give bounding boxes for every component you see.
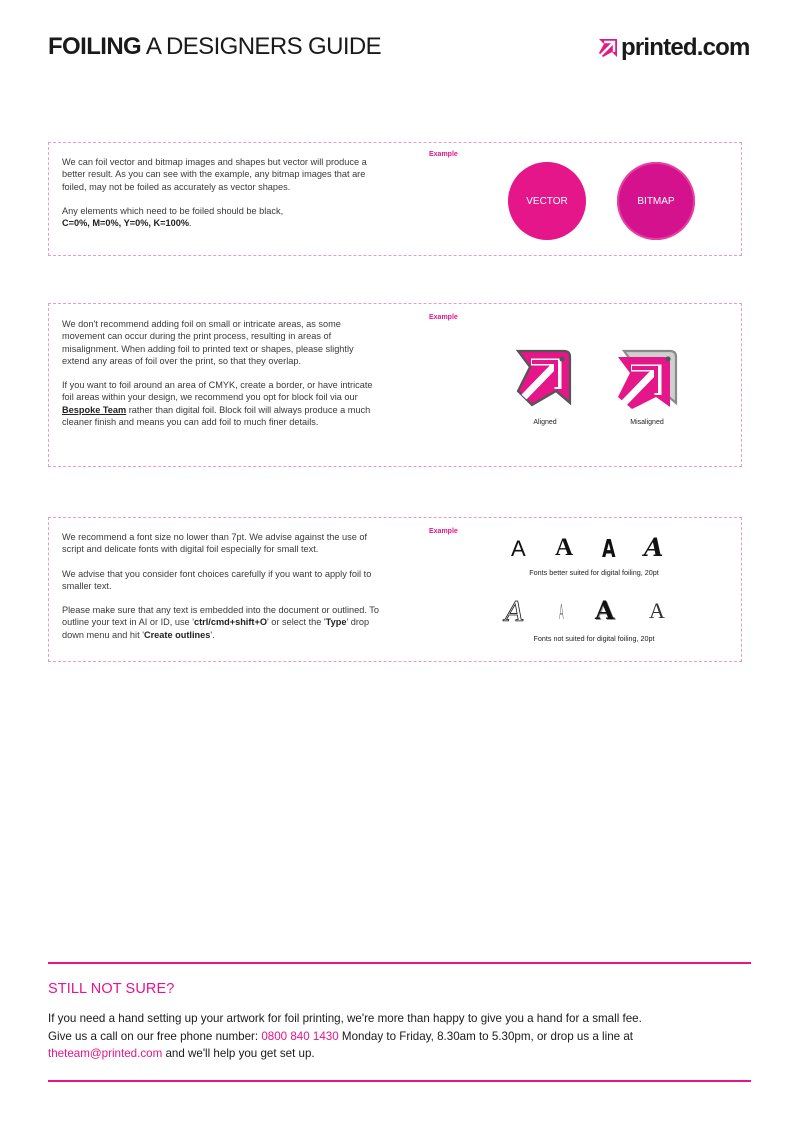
- section-copy: [62, 318, 382, 428]
- hours-text: Monday to Friday, 8.30am to 5.30pm, or drop us a line at: [338, 1029, 633, 1043]
- good-font-sample: A: [555, 534, 574, 561]
- divider-top: [48, 962, 751, 964]
- section-paragraph: [62, 604, 382, 641]
- block-foil-lead: If you want to foil around an area of CMYK, create a border, or have intricate foil areas within your design, we recommend you opt for block foil via our: [62, 380, 373, 403]
- section-paragraph: We recommend a font size no lower than 7pt. We advise against the use of script and delicate fonts with digital foil especially for small text.: [62, 532, 368, 555]
- outline-text: ' drop down menu and hit ': [62, 617, 370, 640]
- cmyk-end: .: [189, 218, 192, 229]
- aligned-arrow-icon: [512, 347, 576, 409]
- page-title: [48, 33, 381, 61]
- section-paragraph: [62, 379, 382, 428]
- section-paragraph: [62, 205, 382, 230]
- cmyk-values: C=0%, M=0%, Y=0%, K=100%: [62, 218, 189, 229]
- misaligned-arrow-icon: [614, 347, 680, 411]
- still-not-sure-heading: STILL NOT SURE?: [48, 981, 175, 997]
- divider-bottom: [48, 1080, 751, 1082]
- help-line: [48, 1045, 748, 1063]
- outline-text: ' or select the ': [267, 617, 326, 628]
- logo[interactable]: [597, 34, 757, 62]
- good-font-sample: A: [644, 533, 664, 562]
- outline-text: '.: [210, 629, 215, 640]
- section-paragraph: We advise that you consider font choices carefully if you want to apply foil to smaller text.: [62, 568, 372, 591]
- section-copy: [62, 156, 382, 229]
- vector-circle: [508, 162, 586, 240]
- bitmap-circle: [617, 162, 695, 240]
- still-not-sure-body: [48, 1010, 748, 1063]
- section-copy: [62, 531, 382, 641]
- cmyk-lead: Any elements which need to be foiled should be black,: [62, 205, 284, 216]
- example-label: Example: [429, 314, 458, 321]
- page-title-bold: FOILING: [48, 33, 142, 60]
- bad-font-sample: A: [559, 600, 564, 624]
- bad-fonts-caption: Fonts not suited for digital foiling, 20pt: [533, 634, 655, 643]
- vector-label: VECTOR: [526, 195, 568, 207]
- phone-number-link[interactable]: 0800 840 1430: [261, 1029, 339, 1043]
- bad-font-sample: A: [649, 598, 665, 623]
- help-line: If you need a hand setting up your artwork for foil printing, we're more than happy to give you a hand for a small fee.: [48, 1012, 642, 1025]
- section-paragraph: We can foil vector and bitmap images and shapes but vector will produce a better result. As you can see with the example, any bitmap images that are foiled, may not be foiled as accurately as vector shapes.: [62, 157, 367, 192]
- good-font-sample: A: [511, 536, 526, 561]
- misaligned-caption: Misaligned: [630, 419, 664, 426]
- page-title-rest: A DESIGNERS GUIDE: [141, 33, 382, 60]
- good-font-sample: A: [602, 534, 616, 563]
- bespoke-team-link[interactable]: Bespoke Team: [62, 404, 127, 415]
- example-label: Example: [429, 151, 458, 158]
- good-fonts-caption: Fonts better suited for digital foiling, 20pt: [529, 568, 659, 577]
- section-paragraph: We don't recommend adding foil on small or intricate areas, as some movement can occur during the print process, resulting in areas of misalignment. When adding foil to printed text or shapes, please slightly extend any areas of foil over the print, so that they overlap.: [62, 319, 354, 366]
- bad-font-sample: A: [505, 597, 525, 628]
- misalignment-section: [48, 303, 742, 467]
- block-foil-end: rather than digital foil. Block foil will always produce a much cleaner finish and means you can add foil to much finer details.: [62, 404, 371, 428]
- bad-font-sample: A: [595, 596, 615, 625]
- outline-shortcut: ctrl/cmd+shift+O: [193, 617, 267, 628]
- logo-text: printed.com: [621, 34, 750, 61]
- font-guidance-section: [48, 517, 742, 662]
- up-arrow-tag-icon: [597, 37, 619, 59]
- outline-text: Please make sure that any text is embedded into the document or outlined. To outline your text in AI or ID, use ': [62, 605, 379, 628]
- phone-lead: Give us a call on our free phone number:: [48, 1029, 262, 1043]
- vector-bitmap-section: [48, 142, 742, 256]
- type-menu: Type: [325, 617, 347, 628]
- email-link[interactable]: theteam@printed.com: [48, 1047, 163, 1060]
- help-line: [48, 1028, 748, 1046]
- create-outlines: Create outlines: [143, 629, 211, 640]
- bitmap-label: BITMAP: [637, 195, 675, 207]
- closing-text: and we'll help you get set up.: [162, 1047, 315, 1060]
- aligned-caption: Aligned: [533, 419, 557, 426]
- example-label: Example: [429, 528, 458, 535]
